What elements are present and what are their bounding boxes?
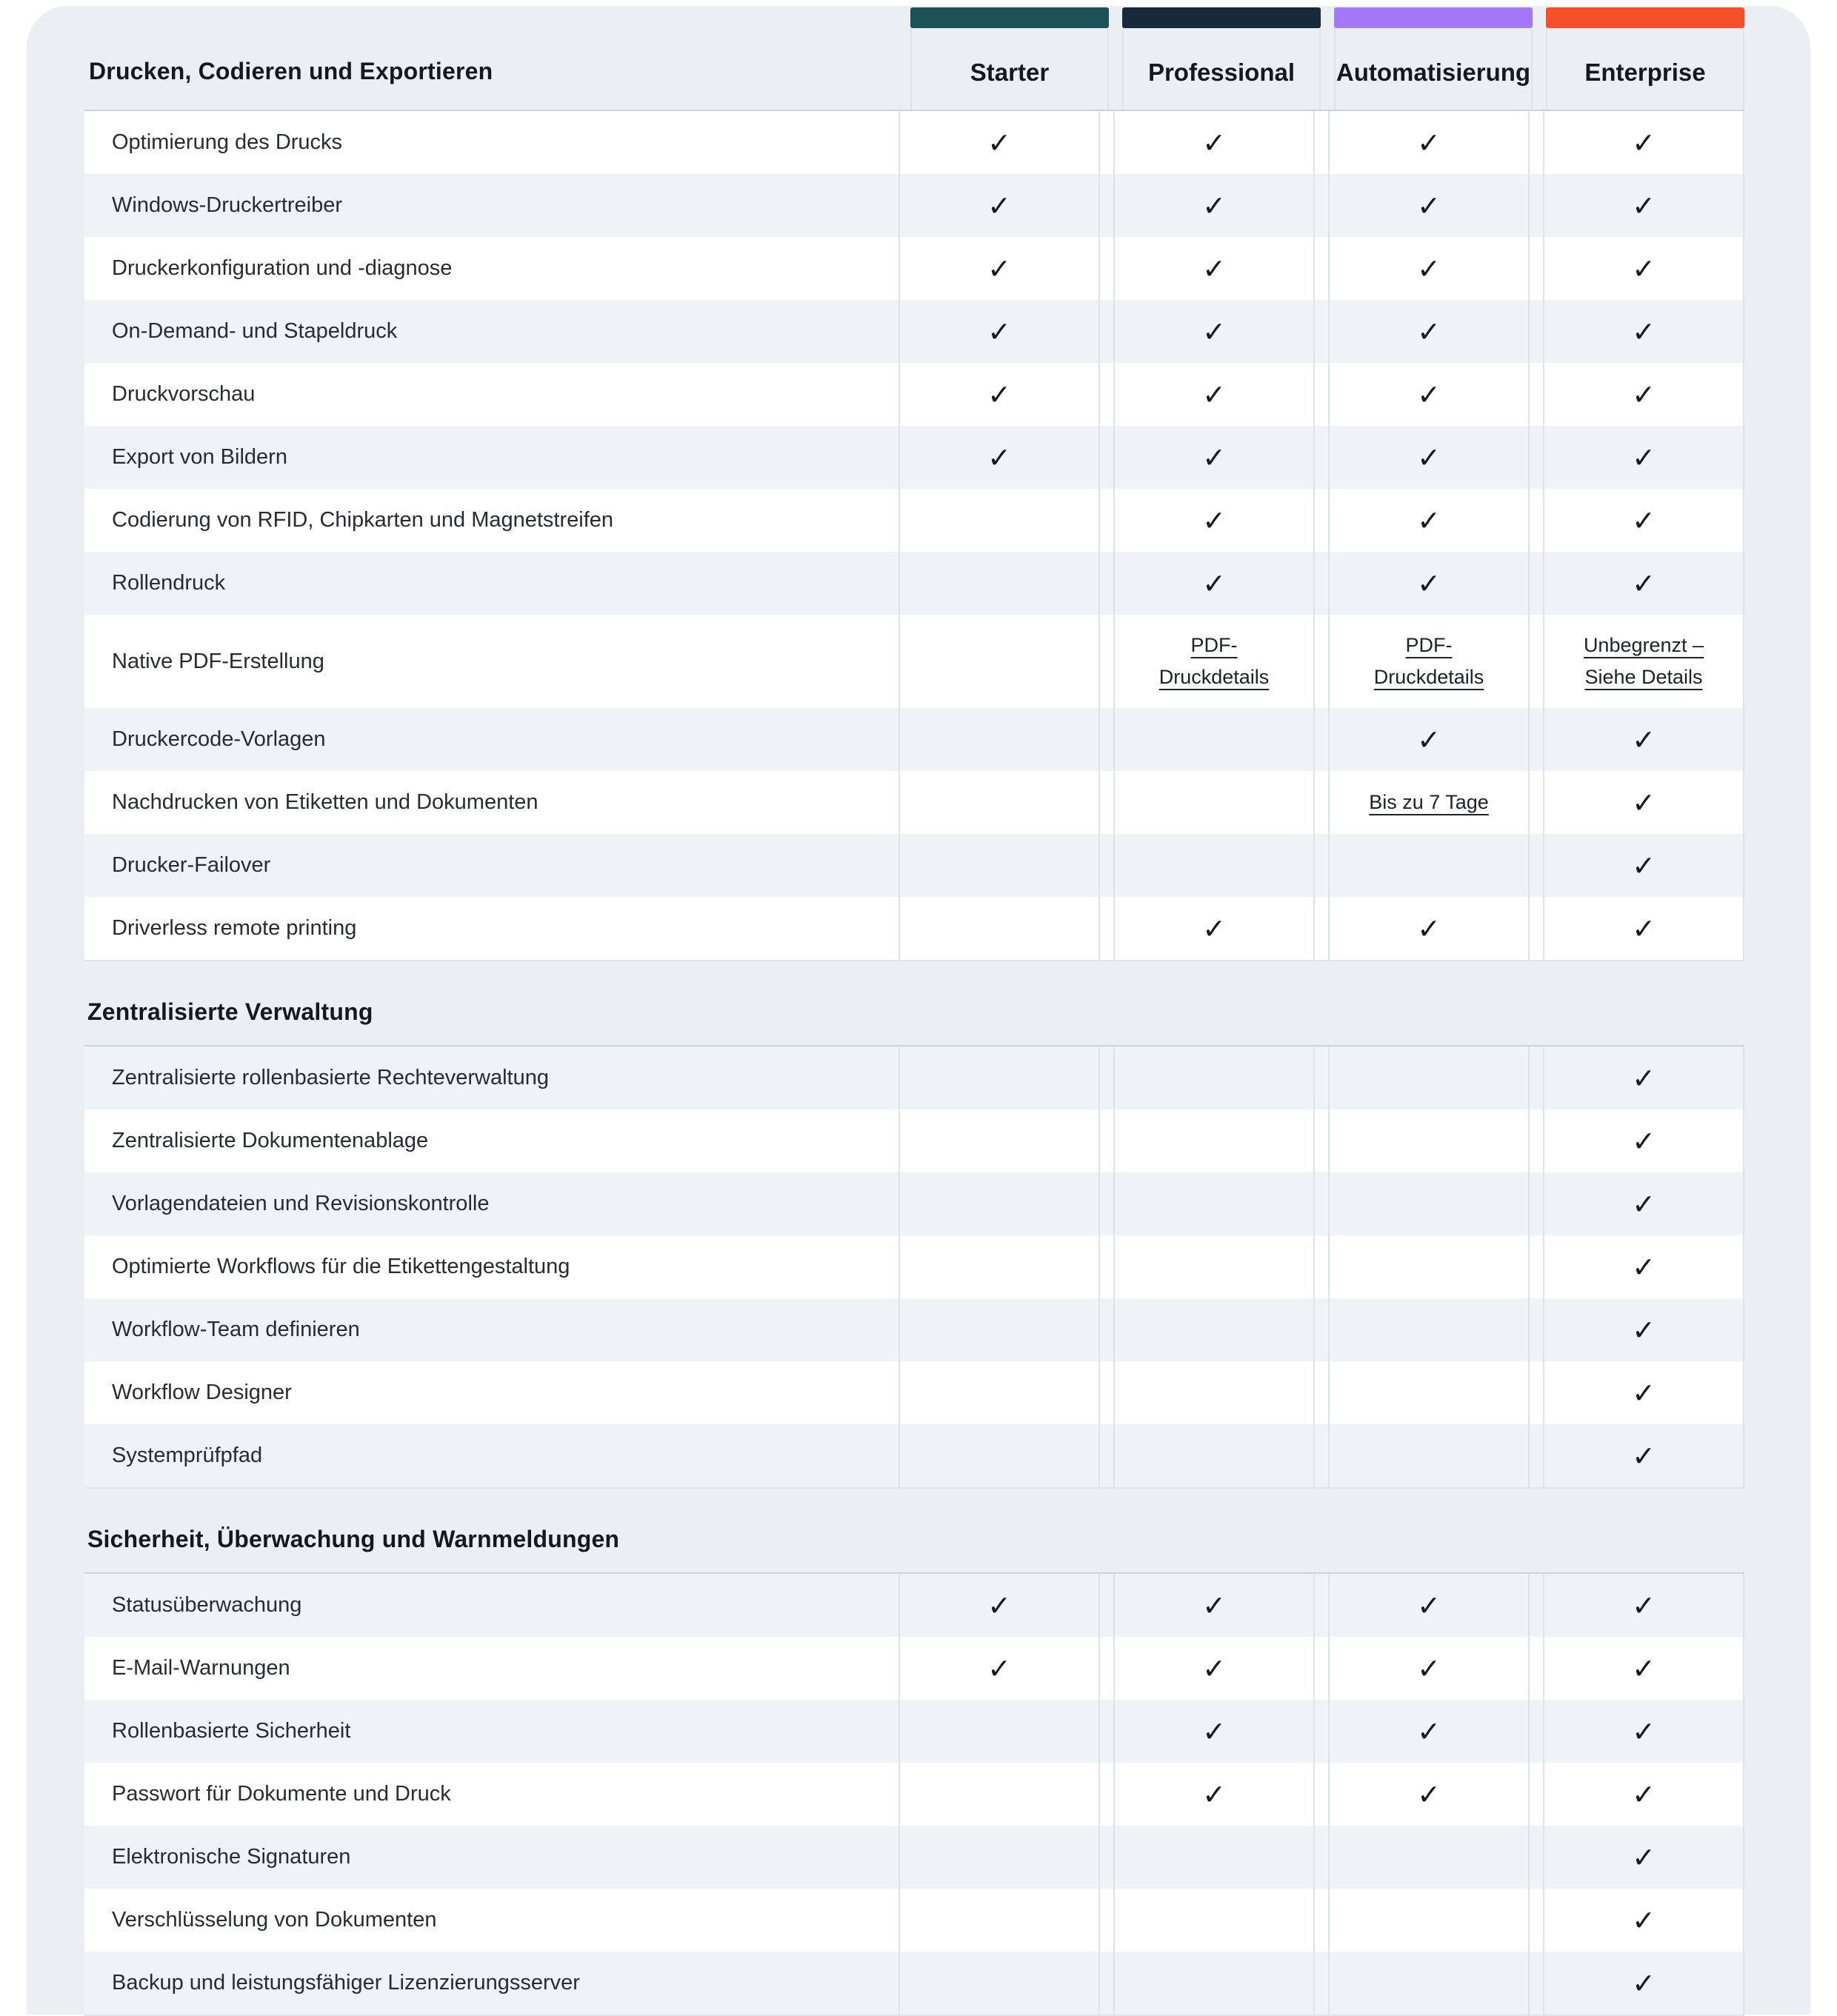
check-icon: ✓ [1632,1715,1656,1748]
plan-cell [1328,1109,1530,1172]
plan-cell [1543,897,1744,960]
check-icon: ✓ [1632,315,1656,348]
check-icon: ✓ [1202,1589,1226,1622]
feature-label: Optimierung des Drucks [112,130,343,154]
plan-cell [1328,174,1530,237]
plan-cell [1113,1574,1315,1637]
plan-header-professional [1122,7,1321,110]
feature-row [84,1109,1744,1172]
plan-cell [1113,1889,1315,1952]
feature-table [84,1572,1744,2016]
plan-cell [1328,111,1530,174]
check-icon: ✓ [1202,315,1226,348]
plan-cell [1328,1361,1530,1424]
plan-cell [1328,1172,1530,1235]
feature-label: Rollendruck [112,571,226,595]
check-icon: ✓ [1417,189,1441,222]
plan-color-bar-professional [1122,7,1321,28]
feature-label: Backup und leistungsfähiger Lizenzierungsserver [112,1971,580,1995]
plan-color-bar-starter [910,7,1109,28]
feature-label: Optimierte Workflows für die Etikettengestaltung [112,1255,570,1279]
plan-cell [1328,1826,1530,1889]
plan-cell [899,1574,1100,1637]
plan-cell [899,1826,1100,1889]
plan-cell [1543,552,1744,615]
plan-cell [899,1172,1100,1235]
plan-cell [1543,1763,1744,1826]
plan-cell [1113,1952,1315,2015]
plan-cell [1543,489,1744,552]
section-title: Sicherheit, Überwachung und Warnmeldungen [87,1526,620,1553]
check-icon: ✓ [1417,1589,1441,1622]
plan-cell [1328,1574,1530,1637]
feature-row [84,552,1744,615]
plan-cell [1113,771,1315,834]
plan-cell [1543,1826,1744,1889]
plan-cell [899,1952,1100,2015]
check-icon: ✓ [1417,126,1441,159]
cell-detail-link[interactable]: Bis zu 7 Tage [1369,791,1489,814]
plan-cell [1543,1424,1744,1487]
feature-row [84,771,1744,834]
plan-cell [1328,1637,1530,1700]
plan-cell [1113,708,1315,771]
check-icon: ✓ [1202,1652,1226,1685]
feature-label: Passwort für Dokumente und Druck [112,1782,451,1806]
check-icon: ✓ [1202,504,1226,537]
plan-header-enterprise [1546,7,1744,110]
check-icon: ✓ [1632,1313,1656,1346]
feature-label: Nachdrucken von Etiketten und Dokumenten [112,790,539,815]
check-icon: ✓ [1202,126,1226,159]
feature-label: Druckvorschau [112,382,256,406]
check-icon: ✓ [1632,1589,1656,1622]
check-icon: ✓ [1632,1376,1656,1409]
plan-header-automatisierung [1334,7,1533,110]
feature-label: Rollenbasierte Sicherheit [112,1719,351,1743]
check-icon: ✓ [1632,1778,1656,1811]
plan-cell [1328,1700,1530,1763]
plan-cell [1328,1763,1530,1826]
plan-cell [1113,1826,1315,1889]
plan-cell [1328,1298,1530,1361]
check-icon: ✓ [1417,567,1441,600]
feature-table [84,110,1744,961]
feature-row [84,1637,1744,1700]
plan-color-bar-automatisierung [1334,7,1533,28]
check-icon: ✓ [1632,849,1656,882]
feature-row [84,111,1744,174]
check-icon: ✓ [1202,189,1226,222]
feature-row [84,489,1744,552]
plan-cell [899,363,1100,426]
plan-cell [1328,708,1530,771]
check-icon: ✓ [1202,1715,1226,1748]
plan-cell [1328,237,1530,300]
plan-cell [899,1109,1100,1172]
check-icon: ✓ [1632,1250,1656,1284]
plan-cell [1543,426,1744,489]
check-icon: ✓ [1417,1652,1441,1685]
check-icon: ✓ [1632,567,1656,600]
check-icon: ✓ [1632,441,1656,474]
cell-detail-link[interactable]: PDF- Druckdetails [1373,634,1484,689]
check-icon: ✓ [1417,1715,1441,1748]
plan-cell [1328,1952,1530,2015]
plan-cell [1328,1047,1530,1109]
plan-cell [1543,1889,1744,1952]
check-icon: ✓ [1417,504,1441,537]
plan-cell [1543,1637,1744,1700]
plan-cell [1328,897,1530,960]
check-icon: ✓ [1632,252,1656,285]
check-icon: ✓ [987,1652,1011,1685]
plan-cell [1328,552,1530,615]
feature-row [84,897,1744,960]
check-icon: ✓ [1632,723,1656,756]
plan-cell [1113,363,1315,426]
plan-cell [1328,300,1530,363]
check-icon: ✓ [1417,378,1441,411]
plan-cell [1543,300,1744,363]
plan-cell [1113,1109,1315,1172]
plan-cell [1543,1361,1744,1424]
check-icon: ✓ [1632,1187,1656,1221]
plan-cell [1113,1298,1315,1361]
check-icon: ✓ [987,189,1011,222]
feature-row [84,1889,1744,1952]
plan-cell [1543,708,1744,771]
plan-cell [1328,1424,1530,1487]
plan-cell [1113,237,1315,300]
check-icon: ✓ [987,126,1011,159]
plan-cell [1543,363,1744,426]
check-icon: ✓ [987,1589,1011,1622]
plan-cell [899,552,1100,615]
cell-detail-link[interactable]: PDF- Druckdetails [1158,634,1270,689]
feature-sections [84,110,1744,2016]
feature-label: Windows-Druckertreiber [112,193,343,217]
feature-row [84,1952,1744,2015]
plan-cell [899,1700,1100,1763]
check-icon: ✓ [1202,252,1226,285]
plan-cell [1113,174,1315,237]
plan-cell [1113,1172,1315,1235]
plan-cell [1113,111,1315,174]
plan-cell [899,1361,1100,1424]
feature-row [84,834,1744,897]
feature-row [84,1763,1744,1826]
plan-name-enterprise: Enterprise [1546,28,1744,110]
check-icon: ✓ [1417,723,1441,756]
feature-label: Export von Bildern [112,445,287,469]
feature-row [84,1172,1744,1235]
check-icon: ✓ [1417,912,1441,945]
feature-row [84,1826,1744,1889]
feature-label: Workflow-Team definieren [112,1318,360,1342]
check-icon: ✓ [1632,189,1656,222]
feature-row [84,1235,1744,1298]
plan-cell [1543,1172,1744,1235]
plan-cell [1113,1235,1315,1298]
check-icon: ✓ [1632,1903,1656,1937]
plan-cell [1543,1235,1744,1298]
plan-cell [1113,300,1315,363]
check-icon: ✓ [1632,786,1656,819]
plan-cell [1543,771,1744,834]
plan-cell [1543,237,1744,300]
plan-cell [899,1424,1100,1487]
plan-cell [1543,1109,1744,1172]
table-header [84,7,1744,110]
plan-cell [899,426,1100,489]
feature-row [84,1700,1744,1763]
feature-row [84,363,1744,426]
check-icon: ✓ [987,315,1011,348]
feature-row [84,174,1744,237]
plan-cell [1113,1424,1315,1487]
plan-cell [1543,1574,1744,1637]
plan-cell [1113,552,1315,615]
check-icon: ✓ [1632,1439,1656,1472]
plan-cell [1543,1298,1744,1361]
feature-table [84,1045,1744,1489]
check-icon: ✓ [1202,378,1226,411]
plan-cell [899,237,1100,300]
check-icon: ✓ [1417,1778,1441,1811]
plan-cell [899,615,1100,708]
check-icon: ✓ [987,378,1011,411]
check-icon: ✓ [1632,1124,1656,1158]
feature-row [84,1424,1744,1487]
plan-cell [1328,426,1530,489]
check-icon: ✓ [1632,504,1656,537]
plan-cell [1543,834,1744,897]
plan-cell [1113,1637,1315,1700]
feature-label: Druckerkonfiguration und -diagnose [112,256,453,280]
check-icon: ✓ [1417,252,1441,285]
plan-cell [1328,1235,1530,1298]
check-icon: ✓ [1202,1778,1226,1811]
section-title-print-encode-export: Drucken, Codieren und Exportieren [89,57,493,84]
plan-cell [1543,615,1744,708]
feature-label: E-Mail-Warnungen [112,1656,290,1680]
feature-row [84,300,1744,363]
feature-row [84,1298,1744,1361]
plan-cell [1328,771,1530,834]
plan-cell [899,1763,1100,1826]
plan-cell [899,1637,1100,1700]
plan-cell [1113,1361,1315,1424]
plan-cell [1113,1763,1315,1826]
check-icon: ✓ [1632,1061,1656,1095]
plan-cell [899,1047,1100,1109]
plan-header-starter [910,7,1109,110]
plan-cell [1113,1047,1315,1109]
plan-cell [899,489,1100,552]
feature-label: Zentralisierte rollenbasierte Rechteverwaltung [112,1066,549,1090]
plan-cell [1113,834,1315,897]
plan-cell [1543,1700,1744,1763]
feature-row [84,237,1744,300]
check-icon: ✓ [1202,912,1226,945]
cell-detail-link[interactable]: Unbegrenzt – Siehe Details [1583,634,1704,689]
feature-label: Workflow Designer [112,1381,292,1405]
plan-cell [1543,174,1744,237]
feature-label: Zentralisierte Dokumentenablage [112,1129,429,1153]
plan-cell [1113,1700,1315,1763]
check-icon: ✓ [987,441,1011,474]
feature-label: Native PDF-Erstellung [112,649,324,673]
feature-row [84,1361,1744,1424]
feature-row [84,1574,1744,1637]
plan-cell [899,897,1100,960]
check-icon: ✓ [1632,126,1656,159]
check-icon: ✓ [1632,1840,1656,1874]
feature-label: Druckercode-Vorlagen [112,727,326,752]
feature-label: Elektronische Signaturen [112,1845,351,1869]
feature-row [84,1047,1744,1109]
section-title: Zentralisierte Verwaltung [87,998,373,1026]
check-icon: ✓ [1202,441,1226,474]
feature-label: Systemprüfpfad [112,1443,263,1468]
plan-cell [1543,111,1744,174]
plan-color-bar-enterprise [1546,7,1744,28]
plan-cell [1113,897,1315,960]
plan-cell [1328,363,1530,426]
feature-label: Statusüberwachung [112,1593,302,1618]
check-icon: ✓ [1417,315,1441,348]
check-icon: ✓ [1417,441,1441,474]
feature-row [84,426,1744,489]
plan-comparison-table [84,7,1744,2016]
check-icon: ✓ [1632,1966,1656,2000]
feature-label: Drucker-Failover [112,853,271,878]
plan-cell [1328,1889,1530,1952]
plan-cell [899,708,1100,771]
feature-label: On-Demand- und Stapeldruck [112,319,398,343]
feature-row [84,708,1744,771]
plan-cell [899,174,1100,237]
plan-cell [1543,1047,1744,1109]
check-icon: ✓ [1632,912,1656,945]
plan-cell [1113,426,1315,489]
plan-cell [899,1889,1100,1952]
plan-cell [1328,489,1530,552]
feature-label: Driverless remote printing [112,916,357,941]
check-icon: ✓ [1632,378,1656,411]
plan-cell [899,834,1100,897]
feature-label: Vorlagendateien und Revisionskontrolle [112,1192,490,1216]
check-icon: ✓ [1632,1652,1656,1685]
plan-cell [1113,615,1315,708]
plan-cell [899,771,1100,834]
plan-name-starter: Starter [910,28,1109,110]
plan-cell [899,300,1100,363]
feature-label: Verschlüsselung von Dokumenten [112,1908,437,1932]
plan-cell [899,1235,1100,1298]
plan-cell [1328,834,1530,897]
plan-name-professional: Professional [1122,28,1321,110]
plan-cell [1543,1952,1744,2015]
plan-cell [899,1298,1100,1361]
plan-name-automatisierung: Automatisierung [1334,28,1533,110]
check-icon: ✓ [987,252,1011,285]
check-icon: ✓ [1202,567,1226,600]
plan-cell [1328,615,1530,708]
feature-row [84,615,1744,708]
feature-label: Codierung von RFID, Chipkarten und Magnetstreifen [112,508,614,532]
plan-cell [899,111,1100,174]
plan-cell [1113,489,1315,552]
